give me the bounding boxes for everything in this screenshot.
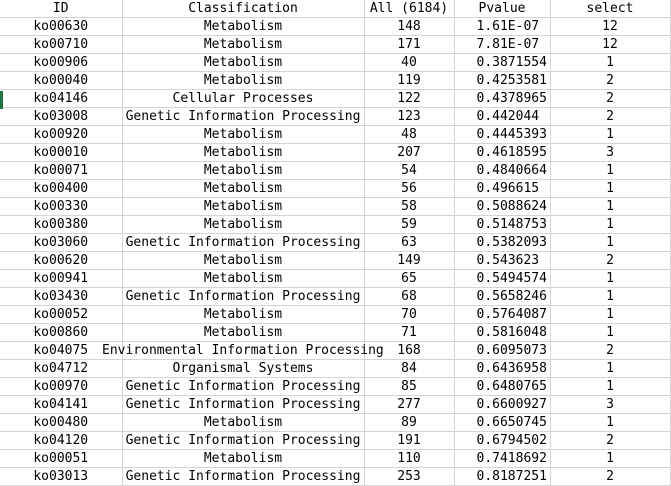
cell-pvalue[interactable]: 0.5816048 <box>454 324 550 342</box>
cell-id[interactable]: ko04120 <box>0 432 122 450</box>
cell-all[interactable]: 48 <box>364 126 454 144</box>
cell-id[interactable]: ko00920 <box>0 126 122 144</box>
cell-id[interactable]: ko00970 <box>0 378 122 396</box>
cell-all[interactable]: 40 <box>364 54 454 72</box>
cell-pvalue[interactable]: 0.5494574 <box>454 270 550 288</box>
cell-all[interactable]: 148 <box>364 18 454 36</box>
cell-classification[interactable]: Cellular Processes <box>122 90 364 108</box>
table-row <box>0 216 670 234</box>
cell-all[interactable]: 171 <box>364 36 454 54</box>
cell-select[interactable]: 1 <box>550 180 670 198</box>
cell-select[interactable]: 2 <box>550 252 670 270</box>
table-row <box>0 468 670 486</box>
cell-select[interactable]: 2 <box>550 432 670 450</box>
cell-all[interactable]: 277 <box>364 396 454 414</box>
cell-select[interactable]: 1 <box>550 126 670 144</box>
table-row <box>0 18 670 36</box>
table-row <box>0 360 670 378</box>
cell-pvalue[interactable]: 0.5088624 <box>454 198 550 216</box>
table-row <box>0 36 670 54</box>
cell-select[interactable]: 3 <box>550 396 670 414</box>
cell-select[interactable]: 1 <box>550 54 670 72</box>
cell-all[interactable]: 84 <box>364 360 454 378</box>
header-cell-all[interactable]: All (6184) <box>364 0 454 18</box>
table-row <box>0 342 670 360</box>
table-row <box>0 450 670 468</box>
cell-classification[interactable]: Metabolism <box>122 72 364 90</box>
cell-classification[interactable]: Metabolism <box>122 306 364 324</box>
cell-classification[interactable]: Environmental Information Processing <box>102 343 384 358</box>
cell-select[interactable]: 2 <box>550 342 670 360</box>
cell-id[interactable]: ko00071 <box>0 162 122 180</box>
table-row <box>0 378 670 396</box>
table-row <box>0 306 670 324</box>
table-row <box>0 270 670 288</box>
cell-pvalue[interactable]: 0.6650745 <box>454 414 550 432</box>
cell-classification[interactable]: Metabolism <box>122 18 364 36</box>
table-row <box>0 162 670 180</box>
cell-id[interactable]: ko00480 <box>0 414 122 432</box>
cell-classification[interactable]: Metabolism <box>122 252 364 270</box>
cell-select[interactable]: 1 <box>550 450 670 468</box>
cell-select[interactable]: 1 <box>550 414 670 432</box>
cell-classification[interactable]: Metabolism <box>122 216 364 234</box>
cell-select[interactable]: 1 <box>550 324 670 342</box>
cell-id[interactable]: ko00010 <box>0 144 122 162</box>
cell-pvalue[interactable]: 0.8187251 <box>454 468 550 486</box>
cell-select[interactable]: 1 <box>550 360 670 378</box>
cell-id[interactable]: ko00941 <box>0 270 122 288</box>
cell-pvalue[interactable]: 0.5382093 <box>454 234 550 252</box>
cell-pvalue[interactable]: 0.543623 <box>454 252 550 270</box>
cell-id[interactable]: ko04146 <box>0 90 122 108</box>
cell-select[interactable]: 2 <box>550 72 670 90</box>
cell-classification[interactable]: Genetic Information Processing <box>122 108 364 126</box>
cell-pvalue[interactable]: 0.4378965 <box>454 90 550 108</box>
cell-select[interactable]: 1 <box>550 288 670 306</box>
cell-all[interactable]: 119 <box>364 72 454 90</box>
cell-id[interactable]: ko03430 <box>0 288 122 306</box>
cell-classification[interactable]: Metabolism <box>122 36 364 54</box>
table-row <box>0 288 670 306</box>
table-row <box>0 396 670 414</box>
cell-pvalue[interactable]: 0.5148753 <box>454 216 550 234</box>
table-row <box>0 414 670 432</box>
cell-id[interactable]: ko00052 <box>0 306 122 324</box>
cell-id[interactable]: ko00040 <box>0 72 122 90</box>
cell-all[interactable]: 168 <box>364 342 454 360</box>
cell-classification[interactable]: Metabolism <box>122 324 364 342</box>
header-cell-id[interactable]: ID <box>0 0 122 18</box>
cell-id[interactable]: ko00906 <box>0 54 122 72</box>
cell-all[interactable]: 207 <box>364 144 454 162</box>
table-row <box>0 144 670 162</box>
table-row <box>0 54 670 72</box>
cell-all[interactable]: 54 <box>364 162 454 180</box>
table-row <box>0 432 670 450</box>
cell-classification[interactable]: Metabolism <box>122 54 364 72</box>
cell-all[interactable]: 59 <box>364 216 454 234</box>
cell-id[interactable]: ko00330 <box>0 198 122 216</box>
cell-id[interactable]: ko03060 <box>0 234 122 252</box>
cell-all[interactable]: 58 <box>364 198 454 216</box>
header-cell-classification[interactable]: Classification <box>122 0 364 18</box>
table-row <box>0 234 670 252</box>
cell-classification[interactable]: Metabolism <box>122 450 364 468</box>
cell-all[interactable]: 65 <box>364 270 454 288</box>
cell-pvalue[interactable]: 0.6095073 <box>454 342 550 360</box>
cell-classification[interactable]: Genetic Information Processing <box>122 288 364 306</box>
cell-classification[interactable]: Genetic Information Processing <box>122 234 364 252</box>
cell-pvalue[interactable]: 0.6436958 <box>454 360 550 378</box>
cell-id[interactable]: ko00620 <box>0 252 122 270</box>
cell-classification[interactable]: Genetic Information Processing <box>122 468 364 486</box>
cell-classification[interactable]: Genetic Information Processing <box>122 378 364 396</box>
cell-select[interactable]: 1 <box>550 162 670 180</box>
cell-classification[interactable]: Metabolism <box>122 414 364 432</box>
cell-select[interactable]: 2 <box>550 90 670 108</box>
cell-all[interactable]: 123 <box>364 108 454 126</box>
table-row <box>0 324 670 342</box>
cell-id[interactable]: ko00051 <box>0 450 122 468</box>
header-cell-select[interactable]: select <box>550 0 670 18</box>
cell-id[interactable]: ko00400 <box>0 180 122 198</box>
cell-select[interactable]: 2 <box>550 108 670 126</box>
cell-select[interactable]: 1 <box>550 198 670 216</box>
cell-id[interactable]: ko00630 <box>0 18 122 36</box>
cell-pvalue[interactable]: 0.5764087 <box>454 306 550 324</box>
cell-classification[interactable]: Organismal Systems <box>122 360 364 378</box>
cell-classification[interactable]: Metabolism <box>122 126 364 144</box>
cell-pvalue[interactable]: 0.4840664 <box>454 162 550 180</box>
table-row <box>0 252 670 270</box>
cell-all[interactable]: 89 <box>364 414 454 432</box>
cell-id[interactable]: ko00380 <box>0 216 122 234</box>
table-row <box>0 90 670 108</box>
cell-pvalue[interactable]: 7.81E-07 <box>454 36 550 54</box>
table-row <box>0 108 670 126</box>
cell-pvalue[interactable]: 0.6600927 <box>454 396 550 414</box>
table-body <box>0 18 670 486</box>
cell-all[interactable]: 253 <box>364 468 454 486</box>
cell-classification[interactable]: Metabolism <box>122 144 364 162</box>
cell-all[interactable]: 110 <box>364 450 454 468</box>
cell-classification[interactable]: Metabolism <box>122 198 364 216</box>
cell-all[interactable]: 191 <box>364 432 454 450</box>
cell-pvalue[interactable]: 0.3871554 <box>454 54 550 72</box>
cell-pvalue[interactable]: 0.4253581 <box>454 72 550 90</box>
cell-all[interactable]: 68 <box>364 288 454 306</box>
cell-select[interactable]: 12 <box>550 18 670 36</box>
row-selection-marker <box>0 91 3 109</box>
cell-select[interactable]: 12 <box>550 36 670 54</box>
cell-pvalue[interactable]: 0.4445393 <box>454 126 550 144</box>
cell-all[interactable]: 56 <box>364 180 454 198</box>
cell-all[interactable]: 70 <box>364 306 454 324</box>
table-row <box>0 126 670 144</box>
cell-pvalue[interactable]: 0.6480765 <box>454 378 550 396</box>
cell-select[interactable]: 2 <box>550 468 670 486</box>
cell-pvalue[interactable]: 0.7418692 <box>454 450 550 468</box>
cell-classification[interactable]: Metabolism <box>122 162 364 180</box>
table-row <box>0 180 670 198</box>
cell-pvalue[interactable]: 1.61E-07 <box>454 18 550 36</box>
cell-classification[interactable]: Genetic Information Processing <box>122 396 364 414</box>
table-row <box>0 198 670 216</box>
cell-id[interactable]: ko04141 <box>0 396 122 414</box>
cell-classification[interactable]: Metabolism <box>122 180 364 198</box>
cell-id[interactable]: ko04712 <box>0 360 122 378</box>
cell-classification[interactable]: Genetic Information Processing <box>122 432 364 450</box>
cell-all[interactable]: 85 <box>364 378 454 396</box>
cell-pvalue[interactable]: 0.6794502 <box>454 432 550 450</box>
cell-all[interactable]: 149 <box>364 252 454 270</box>
cell-id[interactable]: ko00710 <box>0 36 122 54</box>
cell-id[interactable]: ko04075 <box>0 342 122 360</box>
cell-select[interactable]: 1 <box>550 306 670 324</box>
cell-classification[interactable]: Metabolism <box>122 270 364 288</box>
cell-all[interactable]: 122 <box>364 90 454 108</box>
cell-select[interactable]: 1 <box>550 270 670 288</box>
cell-id[interactable]: ko00860 <box>0 324 122 342</box>
cell-pvalue[interactable]: 0.496615 <box>454 180 550 198</box>
cell-pvalue[interactable]: 0.4618595 <box>454 144 550 162</box>
cell-pvalue[interactable]: 0.442044 <box>454 108 550 126</box>
header-row <box>0 0 670 18</box>
cell-all[interactable]: 63 <box>364 234 454 252</box>
cell-id[interactable]: ko03008 <box>0 108 122 126</box>
cell-select[interactable]: 1 <box>550 216 670 234</box>
cell-all[interactable]: 71 <box>364 324 454 342</box>
cell-id[interactable]: ko03013 <box>0 468 122 486</box>
cell-select[interactable]: 1 <box>550 378 670 396</box>
cell-select[interactable]: 1 <box>550 234 670 252</box>
header-cell-pvalue[interactable]: Pvalue <box>454 0 550 18</box>
cell-pvalue[interactable]: 0.5658246 <box>454 288 550 306</box>
table-row <box>0 72 670 90</box>
cell-select[interactable]: 3 <box>550 144 670 162</box>
